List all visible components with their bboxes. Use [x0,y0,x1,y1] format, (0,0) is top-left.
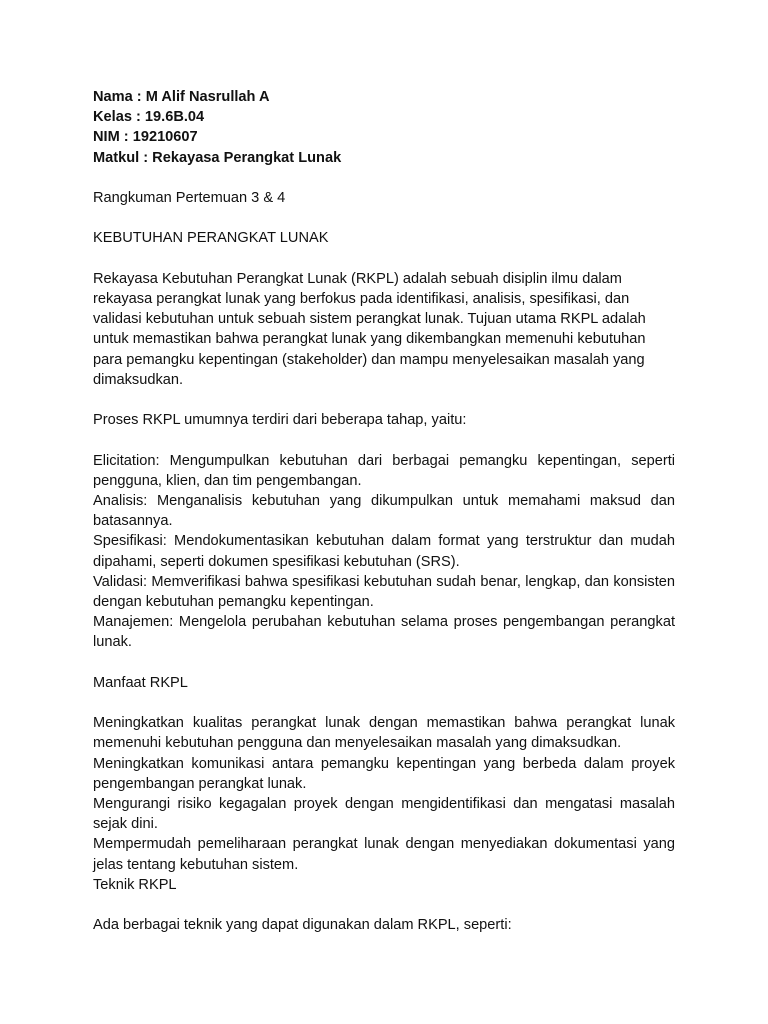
student-nim: NIM : 19210607 [93,129,198,146]
benefits-title: Manfaat RKPL [93,674,188,691]
course-name: Matkul : Rekayasa Perangkat Lunak [93,149,342,166]
benefit-item: Meningkatkan kualitas perangkat lunak dengan memastikan bahwa perangkat lunak memenuhi kebutuhan pengguna dan menyelesaikan masalah yang dimaksudkan. [93,715,675,752]
summary-subtitle: Rangkuman Pertemuan 3 & 4 [93,190,286,206]
benefit-item: Meningkatkan komunikasi antara pemangku kepentingan yang berbeda dalam proyek pengembangan perangkat lunak. [93,755,675,792]
process-step-manajemen: Manajemen: Mengelola perubahan kebutuhan selama proses pengembangan perangkat lunak. [93,614,675,651]
process-step-spesifikasi: Spesifikasi: Mendokumentasikan kebutuhan dalam format yang terstruktur dan mudah dipahami, seperti dokumen spesifikasi kebutuhan (SRS). [93,533,675,570]
student-name: Nama : M Alif Nasrullah A [93,89,270,105]
process-step-elicitation: Elicitation: Mengumpulkan kebutuhan dari berbagai pemangku kepentingan, seperti pengguna, klien, dan tim pengembangan. [93,452,675,489]
benefit-item: Mengurangi risiko kegagalan proyek dengan mengidentifikasi dan mengatasi masalah sejak dini. [93,796,675,833]
process-step-validasi: Validasi: Memverifikasi bahwa spesifikasi kebutuhan sudah benar, lengkap, dan konsisten dengan kebutuhan pemangku kepentingan. [93,573,675,610]
student-info [93,87,675,168]
intro-paragraph: Rekayasa Kebutuhan Perangkat Lunak (RKPL) adalah sebuah disiplin ilmu dalam rekayasa perangkat lunak yang berfokus pada identifikasi, analisis, spesifikasi, dan validasi kebutuhan untuk sebuah sistem perangkat lunak. Tujuan utama RKPL adalah untuk memastikan bahwa perangkat lunak yang dikembangkan memenuhi kebutuhan para pemangku kepentingan (stakeholder) dan mampu menyelesaikan masalah yang dimaksudkan. [93,270,646,388]
document-content [93,87,675,935]
techniques-intro: Ada berbagai teknik yang dapat digunakan dalam RKPL, seperti: [93,917,512,934]
process-step-analisis: Analisis: Menganalisis kebutuhan yang dikumpulkan untuk memahami maksud dan batasannya. [93,492,675,530]
student-class: Kelas : 19.6B.04 [93,109,205,126]
process-intro: Proses RKPL umumnya terdiri dari beberapa tahap, yaitu: [93,412,467,429]
techniques-title: Teknik RKPL [93,876,177,893]
benefit-item: Mempermudah pemeliharaan perangkat lunak dengan menyediakan dokumentasi yang jelas tentang kebutuhan sistem. [93,836,675,873]
section-title: KEBUTUHAN PERANGKAT LUNAK [93,230,329,247]
